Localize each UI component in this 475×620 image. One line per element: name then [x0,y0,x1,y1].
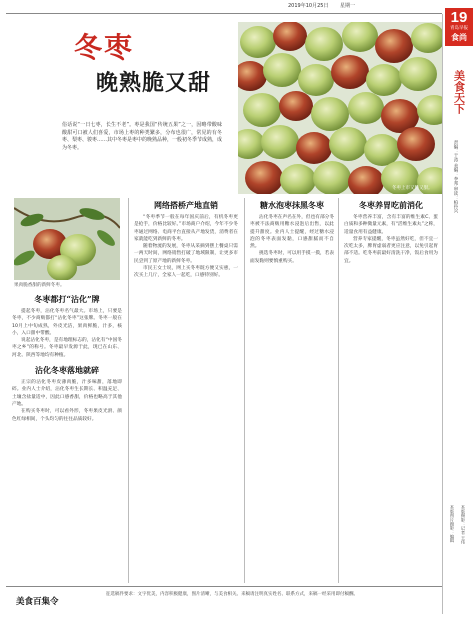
paragraph: 冬枣营养丰富，含有丰富的维生素C、蛋白质和多种微量元素，有“活维生素丸”之称，适量食用有益健康。 [344,215,438,235]
paragraph: 随着物流的发展，冬枣从采摘到摆上餐桌只需一两天时间，网络销售打破了地域限制，让更多市民尝到了原产地的新鲜冬枣。 [134,244,238,264]
paragraph: 市民王女士说，网上买冬枣既方便又实惠，一次买上几斤，全家人一起吃，口感特别好。 [134,266,238,279]
paragraph: 说起沾化冬枣，是有地理标志的，沾化有“中国冬枣之乡”的称号。冬枣最早发源于此，现已在山东、河北、陕西等地均有种植。 [12,338,122,358]
article-column-4 [344,200,438,580]
article-column-2 [134,200,238,580]
badge-paper-name: 青岛早报 [450,26,468,31]
page-badge [445,8,473,46]
paragraph: 在购买冬枣时，可以看外形，冬枣果皮光滑、颜色红绿相间，个头均匀的往往品质较好。 [12,409,122,422]
article-column-1 [12,294,122,579]
jujube-pile-illustration [238,22,442,194]
top-photo-caption: 冬枣上市又脆又甜。 [392,186,433,191]
column-rule-1 [128,198,129,583]
paragraph: 正宗的沾化冬枣皮薄肉脆，汁多味甜，落地即碎。业内人士介绍，沾化冬枣生长期长、积温充足、土壤含盐量适中，因此口感香甜，价格也略高于其他产地。 [12,380,122,407]
issue-date: 2019年10月25日 [288,3,329,9]
column-rule-2 [244,198,245,583]
section-title-shenghua: 冬枣都打“沾化”牌 [34,294,100,304]
jujube-pile-photo [238,22,442,194]
section-title-stomach: 冬枣养胃吃前消化 [359,200,423,210]
jujube-branch-illustration [14,198,120,280]
paragraph: 提起冬枣，沾化冬枣名气最大。市场上，只要是冬枣，不少商贩都打“沾化冬枣”这张牌。冬枣一般在10月上中旬成熟，外皮光洁，果肉鲜脆，汁多，核小，入口甜中带酸。 [12,309,122,336]
section-body [344,214,438,265]
paragraph: 沾化冬枣在声名在外，但也有部分冬枣被不法商贩用糖水浸泡后出售，以此提升甜度。业内人士提醒，经过糖水浸泡的冬枣表面发黏，口感甜腻而不自然。 [250,215,334,250]
article-column-3 [250,200,334,580]
footer-note: 征选稿件要求：文字优美，内容积极健康，图片清晰，与美食相关。来稿请注明真实姓名、联系方式，来稿一经采用即付稿酬。 [106,592,358,597]
column-title: 美食天下 [452,70,466,114]
paragraph: 营养专家提醒，冬枣虽然好吃，但不宜一次吃太多，脾胃虚弱者更应注意，以免引起胃部不适。吃冬枣前最好清洗干净，饭后食用为宜。 [344,236,438,264]
left-photo-caption: 果肉脆香甜的新鲜冬枣。 [14,283,65,288]
page-number: 19 [450,9,468,26]
section-body [134,214,238,280]
header-rule [6,13,442,14]
right-panel-rule [442,14,443,614]
column-editors: 责编：于涛 美编：李邦 审读：柏伶兴 [453,140,458,214]
page-header [0,0,475,14]
reporter-credit: 本版摄影：记者 王伟 [461,505,466,545]
section-body [12,379,122,423]
section-body [250,214,334,265]
photo-credit: 本版图片摄影：编辑 [450,505,455,543]
badge-section-name: 食尚 [451,32,467,42]
jujube-branch-photo [14,198,120,280]
section-body [12,308,122,359]
article-intro: 俗话说“一日七枣，长生不老”。枣是我国“传统五果”之一，因略带酸味酸甜可口被人们喜爱，市场上枣的种类繁多，分布也很广，常见的有冬枣、梨枣、骏枣……其中冬枣是枣中的晚熟品种，一般初冬季节成熟，成为冬枣。 [62,122,223,151]
footer-column-name: 美食百集令 [16,597,59,607]
footer-rule [6,586,442,587]
column-rule-3 [338,198,339,583]
headline-black: 晚熟脆又甜 [96,70,212,96]
section-title-fragile: 沾化冬枣落地就碎 [35,365,99,376]
section-title-online: 网络搭桥产地直销 [154,200,218,210]
paragraph: 挑选冬枣时，可以用手摸一摸，若表面发黏则要慎重购买。 [250,251,334,264]
paragraph: “冬枣季节一般在每年国庆前后，有机冬枣更是抢手，价格比较好。”市场商户介绍，今年不少冬枣通过网络、电商平台直接从产地发货，消费者在家就能吃到新鲜的冬枣。 [134,215,238,242]
headline-red: 冬枣 [74,31,135,64]
section-title-sugar: 糖水泡枣抹黑冬枣 [260,200,324,210]
issue-weekday: 星期一 [340,3,356,9]
